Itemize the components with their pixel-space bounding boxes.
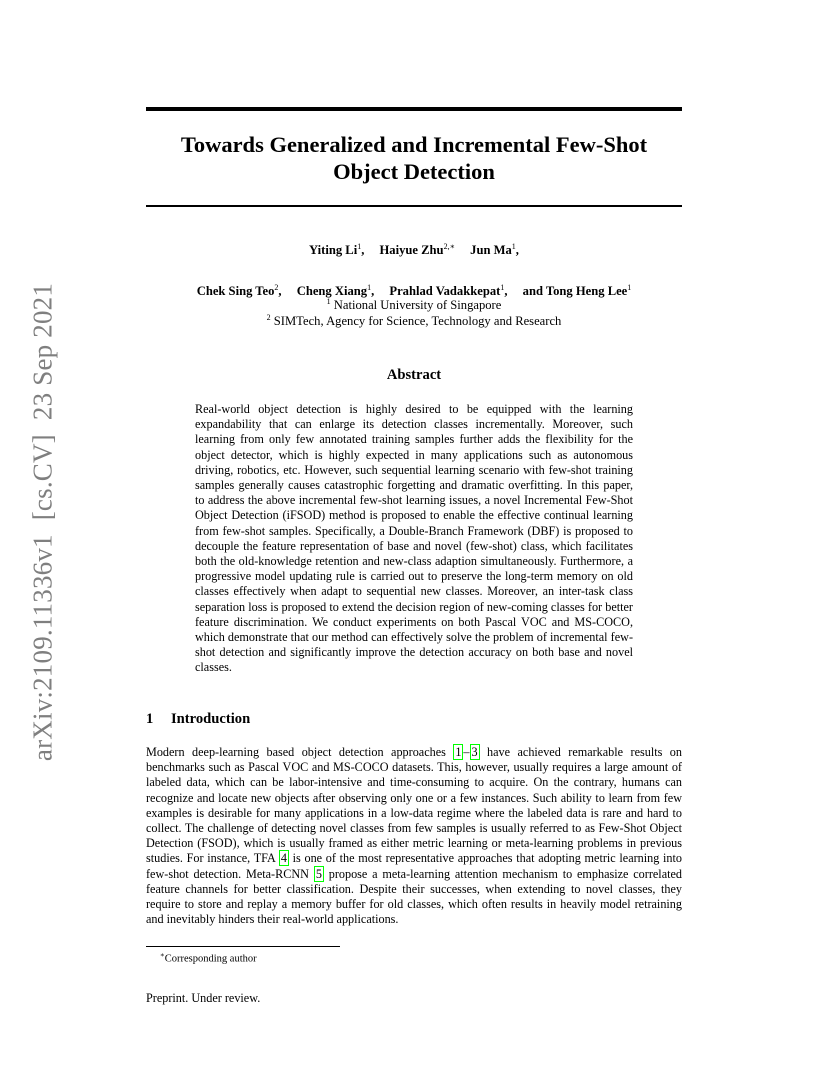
title-line-1: Towards Generalized and Incremental Few-Shot	[180, 132, 648, 157]
section-number: 1	[146, 711, 154, 727]
preprint-note: Preprint. Under review.	[146, 991, 261, 1005]
citation-link[interactable]: 5	[315, 866, 322, 881]
title-line-2: Object Detection	[333, 159, 495, 184]
author: Chek Sing Teo$^2$,	[196, 283, 282, 299]
citation-link[interactable]: 4	[280, 851, 287, 866]
author: and Tong Heng Lee$^1$	[522, 283, 632, 299]
footnote-rule	[146, 946, 340, 947]
abstract-heading: Abstract	[386, 367, 442, 383]
author: Prahlad Vadakkepat$^1$,	[389, 283, 508, 299]
paper-title	[146, 131, 682, 185]
section-heading	[146, 711, 250, 728]
authors-row-1	[100, 242, 728, 258]
author: Cheng Xiang$^1$,	[296, 283, 375, 299]
arxiv-watermark: arXiv:2109.11336v1[cs.CV]23 Sep 2021	[27, 282, 58, 762]
title-rule-bottom	[146, 205, 682, 207]
abstract-body: Real-world object detection is highly desired to be equipped with the learning expandability that can enlarge its detection classes incrementally. Moreover, such learning from only few annotated training samples further adds the flexibility for the object detector, which is highly expected in many applications such as autonomous driving, robotics, etc. However, such sequential learning scenario with few-shot training samples generally causes catastrophic forgetting and dramatic overfitting. In this paper, to address the above incremental few-shot learning issues, a novel Incremental Few-Shot Object Detection (iFSOD) method is proposed to enable the effective continual learning from few-shot samples. Specifically, a Double-Branch Framework (DBF) is proposed to decouple the feature representation of base and novel (few-shot) class, which facilitates both the old-knowledge retention and new-class adaption simultaneously. Furthermore, a progressive model updating rule is carried out to preserve the long-term memory on old classes effectively when adapt to sequential new classes. Moreover, an inter-task class separation loss is proposed to extend the decision region of new-coming classes for better feature discrimination. We conduct experiments on both Pascal VOC and MS-COCO, which demonstrate that our method can effectively solve the problem of incremental few-shot detection and significantly improve the detection accuracy on both base and novel classes.	[195, 402, 633, 675]
section-title: Introduction	[171, 711, 251, 727]
introduction-body: Modern deep-learning based object detection approaches 1 – 3 have achieved remarkable results on benchmarks such as Pascal VOC and MS-COCO datasets. This, however, usually requires a large amount of labeled data, which can be labor-intensive and time-consuming to acquire. On the contrary, humans can recognize and locate new objects after observing only one or a few instances. Such ability to learn from few examples is desirable for many applications in a low-data regime where the labeled data is rare and hard to collect. The challenge of detecting novel classes from few samples is usually referred to as Few-Shot Object Detection (FSOD), which is usually framed as either metric learning or meta-learning problems in previous studies. For instance, TFA 4 is one of the most representative approaches that adopting metric learning into few-shot detection. Meta-RCNN 5 propose a meta-learning attention mechanism to emphasize correlated feature channels for better classification. Despite their successes, when extending to novel classes, they require to store and replay a memory buffer for old classes, which often results in heavily model retraining and inevitably hinders their real-world applications.	[146, 745, 682, 927]
footnote: ∗Corresponding author	[160, 951, 257, 965]
author: Jun Ma$^1$,	[470, 242, 519, 258]
author: Yiting Li$^1$,	[309, 242, 365, 258]
affiliation-1: $^1$ National University of Singapore	[326, 297, 502, 313]
citation-link[interactable]: 1	[455, 745, 462, 759]
author: Haiyue Zhu$^{2,∗}$	[379, 242, 455, 258]
affiliation-2: $^2$ SIMTech, Agency for Science, Technology and Research	[266, 313, 562, 329]
title-rule-top	[146, 107, 682, 111]
citation-link[interactable]: 3	[471, 745, 478, 759]
